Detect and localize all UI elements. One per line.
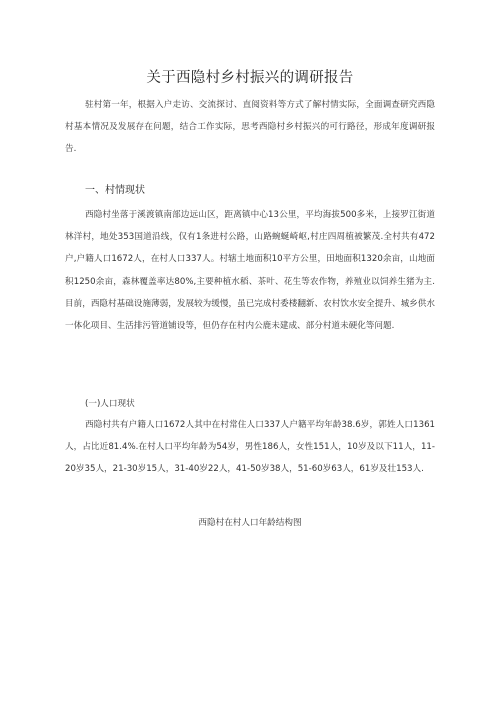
village-status-paragraph: 西隐村坐落于溪渡镇南部边远山区，距离镇中心13公里，平均海拔500多米，上接罗江街道林洋村，地处353国道沿线，仅有1条进村公路，山路蜿蜒崎岖,村庄四周植被繁茂.全村共有472户,户籍人口1672人，在村人口337人。村辖土地面积10平方公里，田地面积1320余亩，山地面积1250余亩，森林覆盖率达80%,主要种植水稻、茶叶、花生等农作物，养殖业以饲养生猪为主.目前，西隐村基础设施薄弱，发展较为缓慢，虽已完成村委楼翻新、农村饮水安全提升、城乡供水一体化项目、生活排污管道铺设等，但仍存在村内公鹿未建成、部分村道未硬化等问题. [65,210,435,332]
population-block [65,414,435,481]
section-heading-village-status: 一、村情现状 [85,185,145,196]
document-title: 关于西隐村乡村振兴的调研报告 [146,70,354,86]
intro-block [65,94,435,161]
village-status-block [65,204,435,337]
population-paragraph: 西隐村共有户籍人口1672人其中在村常住人口337人户籍平均年龄38.6岁，郭姓人口1361人，占比近81.4%.在村人口平均年龄为54岁，男性186人，女性151人，10岁及以下11人，11-20岁35人，21-30岁15人，31-40岁22人，41-50岁38人，51-60岁63人，61岁及壮153人. [65,420,435,475]
intro-paragraph: 驻村第一年，根据入户走访、交流探讨、直阅资料等方式了解村情实际，全面调查研究西隐村基本情况及发展存在问题，结合工作实际，思考西隐村乡村振兴的可行路径，形成年度调研报告. [65,100,435,155]
chart-caption: 西隐村在村人口年龄结构图 [198,518,302,528]
subsection-heading-population: (一)人口现状 [85,399,135,409]
